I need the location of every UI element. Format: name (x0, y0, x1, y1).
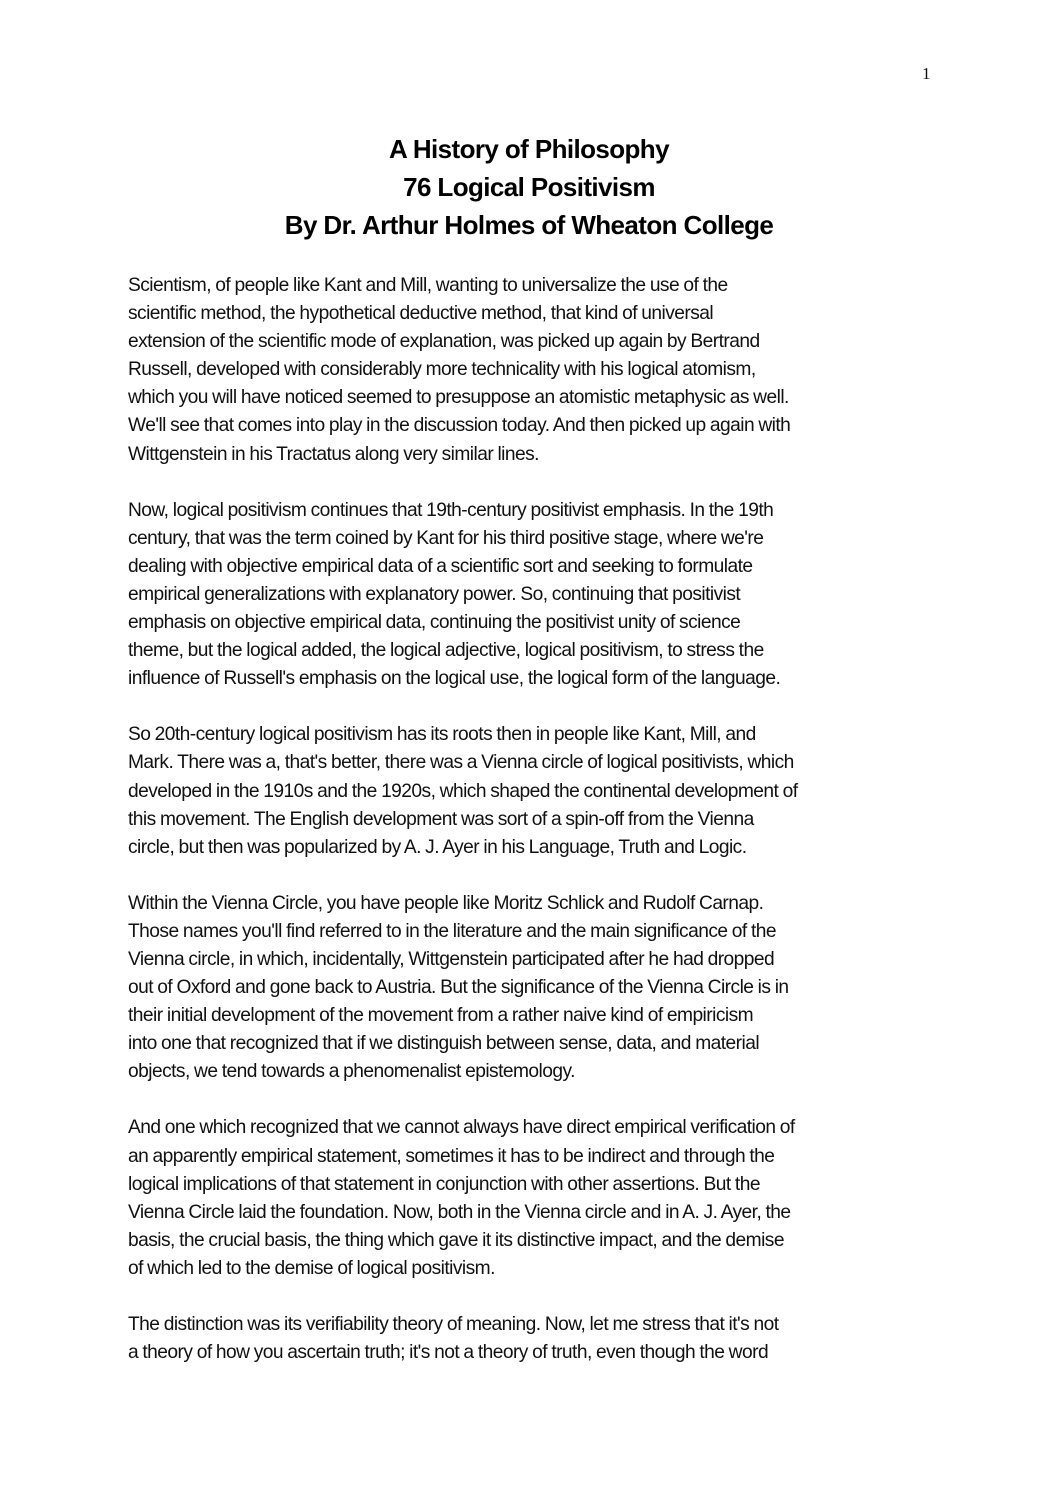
text-line: a theory of how you ascertain truth; it's not a theory of truth, even though the word (128, 1342, 769, 1364)
title-author: By Dr. Arthur Holmes of Wheaton College (284, 210, 774, 240)
page-number: 1 (922, 64, 931, 83)
text-line: Mark. There was a, that's better, there was a Vienna circle of logical positivists, which (128, 752, 794, 774)
text-line: of which led to the demise of logical positivism. (128, 1257, 495, 1279)
document-body (128, 272, 948, 1395)
text-line: Scientism, of people like Kant and Mill, wanting to universalize the use of the (128, 275, 728, 296)
text-line: into one that recognized that if we distinguish between sense, data, and material (128, 1033, 760, 1055)
text-line: century, that was the term coined by Kant for his third positive stage, where we're (128, 527, 764, 549)
title-series: A History of Philosophy (389, 134, 669, 164)
text-line: influence of Russell's emphasis on the logical use, the logical form of the language. (128, 668, 781, 690)
paragraph-2 (128, 497, 948, 694)
text-line: So 20th-century logical positivism has its roots then in people like Kant, Mill, and (128, 724, 756, 746)
text-line: Within the Vienna Circle, you have people like Moritz Schlick and Rudolf Carnap. (128, 892, 764, 914)
text-line: objects, we tend towards a phenomenalist epistemology. (128, 1061, 575, 1083)
text-line: Vienna circle, in which, incidentally, Wittgenstein participated after he had dropped (128, 948, 775, 970)
text-line: And one which recognized that we cannot always have direct empirical verification of (128, 1117, 795, 1139)
text-line: dealing with objective empirical data of a scientific sort and seeking to formulate (128, 555, 753, 577)
paragraph-1 (128, 272, 948, 469)
text-line: out of Oxford and gone back to Austria. But the significance of the Vienna Circle is in (128, 977, 789, 999)
text-line: scientific method, the hypothetical deductive method, that kind of universal (128, 303, 714, 325)
document-title (0, 130, 1058, 244)
text-line: their initial development of the movement from a rather naive kind of empiricism (128, 1005, 754, 1027)
paragraph-4 (128, 890, 948, 1087)
paragraph-6 (128, 1311, 948, 1367)
text-line: emphasis on objective empirical data, continuing the positivist unity of science (128, 612, 741, 634)
text-line: this movement. The English development was sort of a spin-off from the Vienna (128, 808, 754, 830)
text-line: Wittgenstein in his Tractatus along very similar lines. (128, 443, 539, 465)
text-line: basis, the crucial basis, the thing which gave it its distinctive impact, and the demise (128, 1229, 784, 1251)
text-line: The distinction was its verifiability theory of meaning. Now, let me stress that it's not (128, 1314, 779, 1335)
text-line: logical implications of that statement in conjunction with other assertions. But the (128, 1173, 760, 1195)
text-line: Those names you'll find referred to in the literature and the main significance of the (128, 920, 776, 942)
text-line: Vienna Circle laid the foundation. Now, both in the Vienna circle and in A. J. Ayer, the (128, 1201, 791, 1223)
text-line: circle, but then was popularized by A. J. Ayer in his Language, Truth and Logic. (128, 836, 747, 858)
paragraph-5 (128, 1114, 948, 1283)
text-line: Now, logical positivism continues that 19th-century positivist emphasis. In the 19th (128, 499, 774, 521)
text-line: developed in the 1910s and the 1920s, which shaped the continental development of (128, 780, 798, 802)
text-line: an apparently empirical statement, sometimes it has to be indirect and through the (128, 1145, 775, 1167)
text-line: We'll see that comes into play in the discussion today. And then picked up again with (128, 415, 791, 437)
text-line: extension of the scientific mode of explanation, was picked up again by Bertrand (128, 331, 760, 353)
text-line: empirical generalizations with explanatory power. So, continuing that positivist (128, 583, 741, 605)
text-line: Russell, developed with considerably more technicality with his logical atomism, (128, 359, 756, 381)
paragraph-3 (128, 721, 948, 861)
text-line: which you will have noticed seemed to presuppose an atomistic metaphysic as well. (128, 387, 789, 409)
text-line: theme, but the logical added, the logical adjective, logical positivism, to stress the (128, 640, 764, 662)
title-lecture: 76 Logical Positivism (403, 172, 655, 202)
